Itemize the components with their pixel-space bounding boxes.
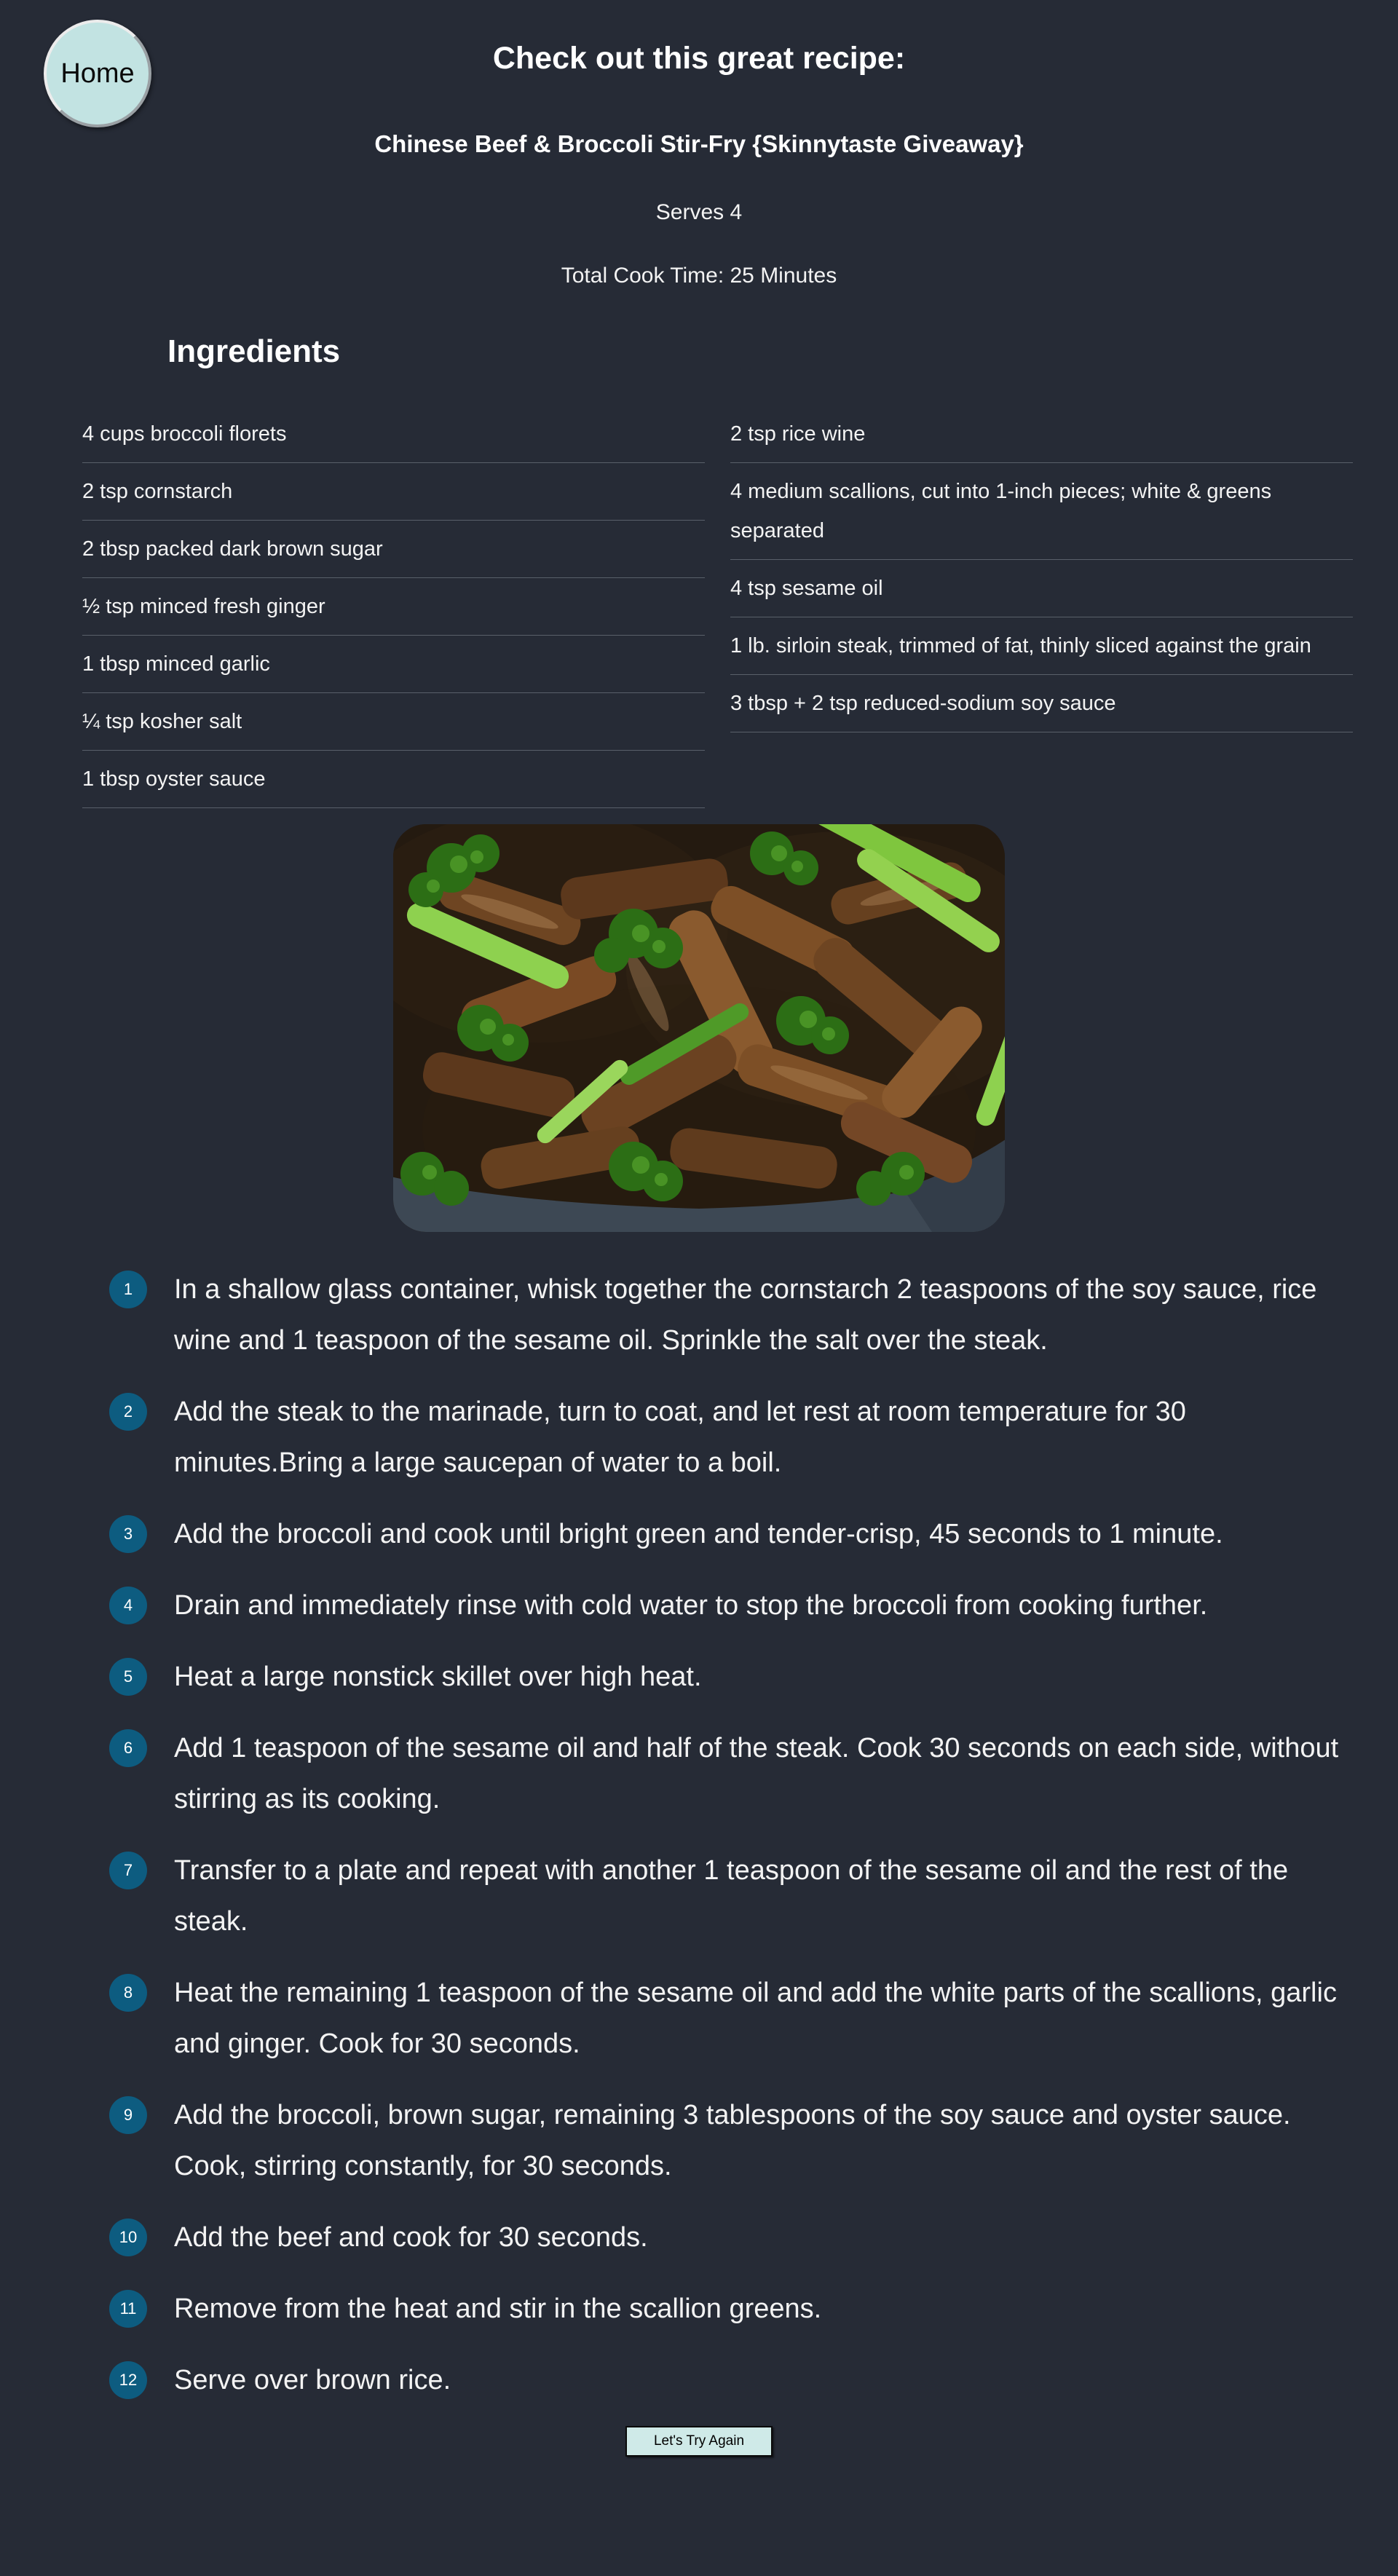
step-text: In a shallow glass container, whisk together the cornstarch 2 teaspoons of the soy sauce, rice wine and 1 teaspoon of the sesame oil. Sprinkle the salt over the steak. bbox=[174, 1273, 1317, 1356]
step-item bbox=[109, 1580, 1347, 1631]
ingredient-item: 1 tbsp minced garlic bbox=[82, 636, 705, 693]
ingredient-item: 2 tbsp packed dark brown sugar bbox=[82, 521, 705, 578]
step-item bbox=[109, 1845, 1347, 1947]
ingredients-list-right bbox=[730, 406, 1353, 732]
ingredients-list-left bbox=[82, 406, 705, 808]
step-number-badge: 2 bbox=[109, 1393, 147, 1431]
step-text: Heat the remaining 1 teaspoon of the sesame oil and add the white parts of the scallions, garlic and ginger. Cook for 30 seconds. bbox=[174, 1977, 1337, 2059]
ingredients-heading: Ingredients bbox=[167, 333, 341, 369]
page-title: Check out this great recipe: bbox=[492, 41, 906, 76]
serves-text: Serves 4 bbox=[655, 199, 743, 224]
ingredient-item: 4 cups broccoli florets bbox=[82, 406, 705, 463]
step-item bbox=[109, 1967, 1347, 2069]
recipe-photo bbox=[393, 824, 1005, 1232]
step-number-badge: 10 bbox=[109, 2219, 147, 2256]
ingredient-item: 4 medium scallions, cut into 1-inch pieces; white & greens separated bbox=[730, 463, 1353, 560]
step-item bbox=[109, 1264, 1347, 1366]
step-text: Drain and immediately rinse with cold water to stop the broccoli from cooking further. bbox=[174, 1589, 1208, 1621]
step-item bbox=[109, 1509, 1347, 1560]
step-number-badge: 6 bbox=[109, 1729, 147, 1767]
step-item bbox=[109, 2212, 1347, 2263]
step-number-badge: 3 bbox=[109, 1515, 147, 1553]
cook-time-text: Total Cook Time: 25 Minutes bbox=[561, 263, 837, 288]
recipe-name: Chinese Beef & Broccoli Stir-Fry {Skinnytaste Giveaway} bbox=[374, 130, 1024, 157]
step-number-badge: 11 bbox=[109, 2290, 147, 2328]
step-number-badge: 5 bbox=[109, 1658, 147, 1696]
step-item bbox=[109, 1386, 1347, 1488]
ingredient-item: 2 tsp rice wine bbox=[730, 406, 1353, 463]
ingredient-item: 2 tsp cornstarch bbox=[82, 463, 705, 521]
ingredients-section bbox=[82, 406, 1353, 808]
step-text: Remove from the heat and stir in the scallion greens. bbox=[174, 2293, 822, 2324]
try-again-button[interactable]: Let's Try Again bbox=[625, 2426, 773, 2457]
ingredient-item: 4 tsp sesame oil bbox=[730, 560, 1353, 617]
header bbox=[0, 0, 1398, 288]
stir-fry-illustration bbox=[393, 824, 1005, 1232]
step-text: Heat a large nonstick skillet over high heat. bbox=[174, 1661, 702, 1692]
step-number-badge: 12 bbox=[109, 2361, 147, 2399]
ingredient-item: 1 tbsp oyster sauce bbox=[82, 751, 705, 808]
step-item bbox=[109, 2283, 1347, 2334]
step-text: Add the steak to the marinade, turn to coat, and let rest at room temperature for 30 minutes.Bring a large saucepan of water to a boil. bbox=[174, 1396, 1186, 1478]
step-number-badge: 4 bbox=[109, 1587, 147, 1624]
step-number-badge: 1 bbox=[109, 1271, 147, 1308]
step-item bbox=[109, 2355, 1347, 2406]
step-number-badge: 7 bbox=[109, 1852, 147, 1889]
ingredient-item: 1 lb. sirloin steak, trimmed of fat, thinly sliced against the grain bbox=[730, 617, 1353, 675]
step-item bbox=[109, 1723, 1347, 1825]
ingredient-item: 3 tbsp + 2 tsp reduced-sodium soy sauce bbox=[730, 675, 1353, 732]
step-text: Add the broccoli and cook until bright green and tender-crisp, 45 seconds to 1 minute. bbox=[174, 1518, 1223, 1549]
step-number-badge: 9 bbox=[109, 2096, 147, 2134]
ingredient-item: ½ tsp minced fresh ginger bbox=[82, 578, 705, 636]
step-text: Transfer to a plate and repeat with another 1 teaspoon of the sesame oil and the rest of the steak. bbox=[174, 1854, 1289, 1937]
home-button[interactable]: Home bbox=[44, 20, 151, 127]
ingredient-item: ¼ tsp kosher salt bbox=[82, 693, 705, 751]
instructions-list bbox=[109, 1264, 1347, 2406]
step-text: Add 1 teaspoon of the sesame oil and half of the steak. Cook 30 seconds on each side, without stirring as its cooking. bbox=[174, 1732, 1339, 1814]
step-text: Serve over brown rice. bbox=[174, 2364, 451, 2395]
step-item bbox=[109, 2090, 1347, 2192]
step-item bbox=[109, 1651, 1347, 1702]
step-text: Add the broccoli, brown sugar, remaining 3 tablespoons of the soy sauce and oyster sauce. Cook, stirring constantly, for 30 seconds. bbox=[174, 2099, 1291, 2181]
step-number-badge: 8 bbox=[109, 1974, 147, 2012]
step-text: Add the beef and cook for 30 seconds. bbox=[174, 2221, 648, 2253]
